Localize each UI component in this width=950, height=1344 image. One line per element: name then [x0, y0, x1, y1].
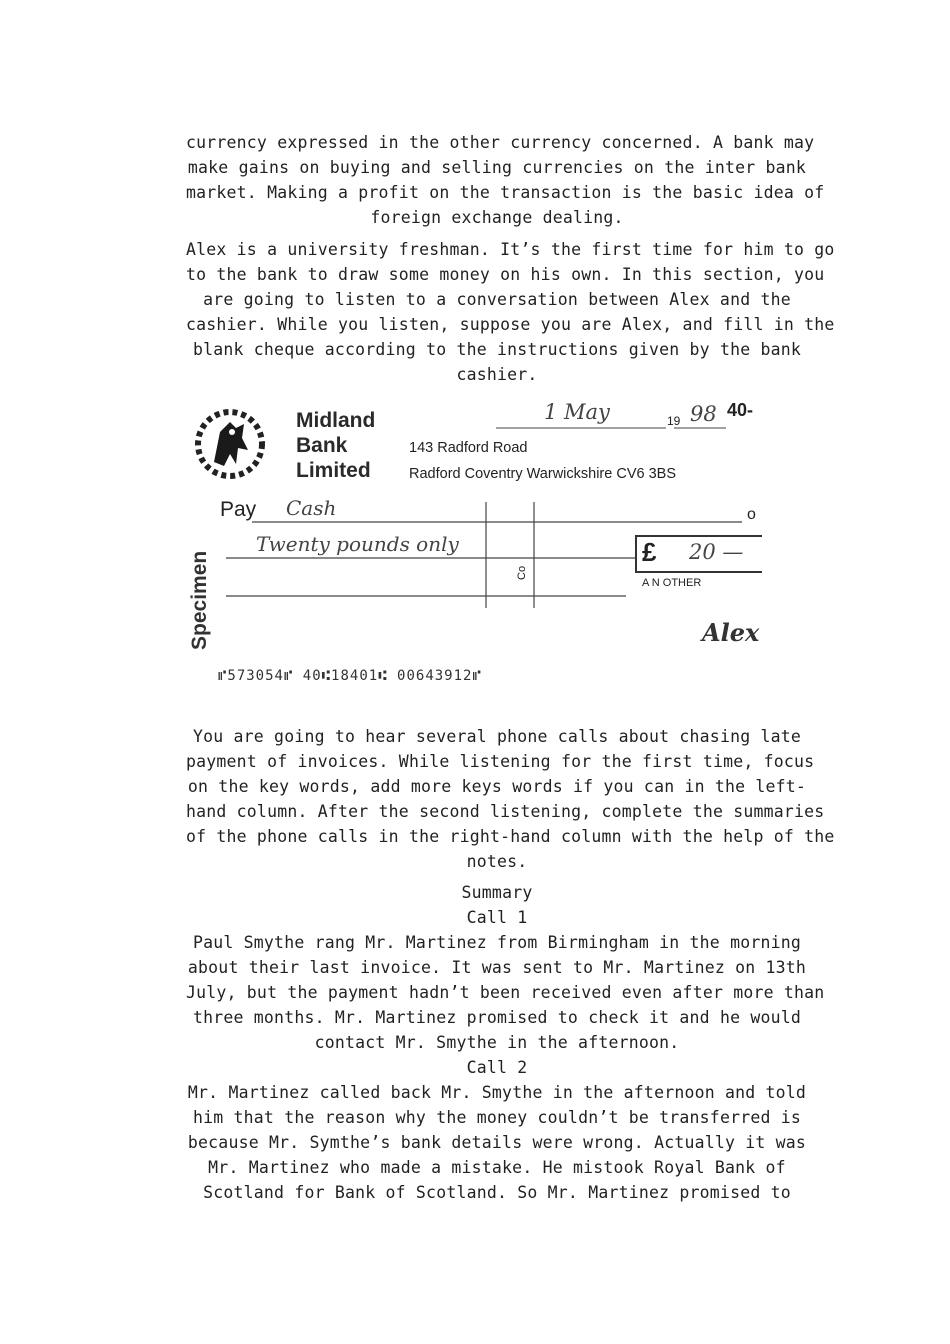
bank-name-line: Midland [296, 409, 376, 432]
cheque-image [186, 392, 762, 692]
text-line: currency expressed in the other currency concerned. A bank may [186, 133, 815, 152]
amount-in-words: Twenty pounds only [256, 532, 459, 556]
text-line: July, but the payment hadn’t been received even after more than [186, 983, 825, 1002]
bank-name [296, 408, 375, 483]
pound-sign: £ [642, 537, 657, 567]
text-line: about their last invoice. It was sent to Mr. Martinez on 13th [187, 958, 807, 977]
amount-in-figures: 20 — [689, 540, 744, 564]
paragraph-phone-calls [186, 724, 835, 874]
bank-address-line-1: 143 Radford Road [409, 440, 528, 456]
summary-heading: Summary [461, 883, 533, 902]
pay-label: Pay [220, 498, 257, 521]
order-fragment: o [747, 506, 756, 523]
text-line: are going to listen to a conversation between Alex and the [203, 290, 791, 309]
bank-name-line: Limited [296, 459, 371, 482]
co-label: Co [516, 565, 528, 580]
sort-code-fragment: 40- [727, 400, 754, 420]
text-line: of the phone calls in the right-hand column with the help of the [186, 827, 835, 846]
text-line: Mr. Martinez called back Mr. Smythe in the afternoon and told [187, 1083, 807, 1102]
text-line: to the bank to draw some money on his own. In this section, you [186, 265, 825, 284]
cheque-year: 98 [690, 402, 717, 426]
bank-name-line: Bank [296, 434, 348, 457]
signature: Alex [702, 618, 760, 647]
call-1-heading: Call 1 [466, 908, 528, 927]
text-line: payment of invoices. While listening for the first time, focus [186, 752, 815, 771]
cheque-date: 1 May [544, 400, 610, 424]
year-prefix: 19 [667, 414, 681, 428]
micr-line: ⑈573054⑈ 40⑆18401⑆ 00643912⑈ [218, 668, 482, 684]
text-line: on the key words, add more keys words if you can in the left- [187, 777, 807, 796]
text-line: You are going to hear several phone calls about chasing late [192, 727, 802, 746]
text-line: hand column. After the second listening, complete the summaries [186, 802, 825, 821]
text-line: Alex is a university freshman. It’s the first time for him to go [186, 240, 835, 259]
text-line: notes. [466, 852, 528, 871]
text-line: three months. Mr. Martinez promised to check it and he would [192, 1008, 802, 1027]
text-line: market. Making a profit on the transaction is the basic idea of [186, 183, 825, 202]
call-2-heading: Call 2 [466, 1058, 528, 1077]
account-name: A N OTHER [642, 577, 702, 589]
payee-field: Cash [286, 496, 337, 520]
text-line: him that the reason why the money couldn’t be transferred is [192, 1108, 802, 1127]
bank-logo-icon [198, 412, 262, 476]
summary-section [186, 880, 825, 1205]
text-line: Mr. Martinez who made a mistake. He mistook Royal Bank of [208, 1158, 786, 1177]
text-line: because Mr. Symthe’s bank details were wrong. Actually it was [187, 1133, 807, 1152]
paragraph-foreign-exchange [186, 130, 825, 230]
specimen-stamp: Specimen [188, 550, 211, 650]
paragraph-cheque-instructions [186, 237, 835, 387]
text-line: cashier. While you listen, suppose you are Alex, and fill in the [186, 315, 835, 334]
text-line: Paul Smythe rang Mr. Martinez from Birmingham in the morning [192, 933, 802, 952]
bank-address-line-2: Radford Coventry Warwickshire CV6 3BS [409, 466, 676, 482]
text-line: cashier. [456, 365, 538, 384]
text-line: Scotland for Bank of Scotland. So Mr. Martinez promised to [203, 1183, 791, 1202]
text-line: blank cheque according to the instructions given by the bank [192, 340, 802, 359]
text-line: contact Mr. Smythe in the afternoon. [314, 1033, 680, 1052]
text-line: make gains on buying and selling currencies on the inter bank [187, 158, 807, 177]
text-line: foreign exchange dealing. [370, 208, 624, 227]
